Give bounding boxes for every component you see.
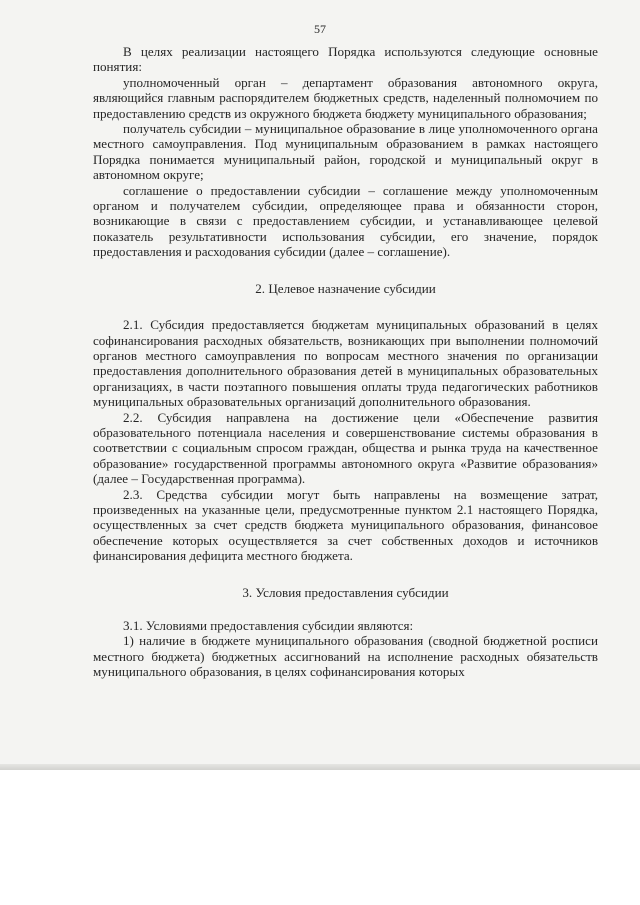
- clause-2-3: 2.3. Средства субсидии могут быть направлены на возмещение затрат, произведенных на указанные цели, предусмотренные пунктом 2.1 настоящего Порядка, осуществленных за счет средств бюджета муниципального образования, финансовое обеспечение которых осуществляется за счет собственных доходов и источников финансирования дефицита местного бюджета.: [93, 486, 598, 564]
- document-body: [93, 44, 598, 680]
- paragraph-intro: В целях реализации настоящего Порядка используются следующие основные понятия:: [93, 44, 598, 75]
- definition-authorized-body: уполномоченный орган – департамент образования автономного округа, являющийся главным распорядителем бюджетных средств, наделенный полномочием по предоставлению средств из окружного бюджета бюджету муниципального образования;: [93, 74, 598, 121]
- clause-3-1-item-1: 1) наличие в бюджете муниципального образования (сводной бюджетной росписи местного бюджета) бюджетных ассигнований на исполнение расходных обязательств муниципального образования, в целях софинансирования которых: [93, 633, 598, 680]
- clause-2-2: 2.2. Субсидия направлена на достижение цели «Обеспечение развития образовательного потенциала населения и совершенствование системы образования в соответствии с социальным спросом граждан, общества и рынка труда на качественное образование» государственной программы автономного округа «Развитие образования» (далее – Государственная программа).: [93, 409, 598, 487]
- clause-3-1: 3.1. Условиями предоставления субсидии являются:: [123, 618, 414, 633]
- section-2-heading: 2. Целевое назначение субсидии: [255, 280, 436, 296]
- definition-agreement: соглашение о предоставлении субсидии – соглашение между уполномоченным органом и получателем субсидии, определяющее права и обязанности сторон, возникающие в связи с предоставлением субсидии, и устанавливающее целевой показатель результативности использования субсидии, его значение, порядок предоставления и расходования субсидии (далее – соглашение).: [93, 182, 598, 260]
- definition-subsidy-recipient: получатель субсидии – муниципальное образование в лице уполномоченного органа местного самоуправления. Под муниципальным образованием в рамках настоящего Порядка понимается муниципальный район, городской и муниципальный округ в автономном округе;: [93, 121, 598, 183]
- scan-bottom-edge: [0, 764, 640, 770]
- page-number: 57: [314, 22, 326, 36]
- clause-2-1: 2.1. Субсидия предоставляется бюджетам муниципальных образований в целях софинансирования расходных обязательств, возникающих при выполнении полномочий органов местного самоуправления по вопросам местного значения по организации предоставления дополнительного образования детей в муниципальных образовательных организациях, в части поэтапного повышения оплаты труда педагогических работников муниципальных образовательных организаций дополнительного образования.: [93, 317, 598, 410]
- section-3-heading: 3. Условия предоставления субсидии: [242, 584, 449, 600]
